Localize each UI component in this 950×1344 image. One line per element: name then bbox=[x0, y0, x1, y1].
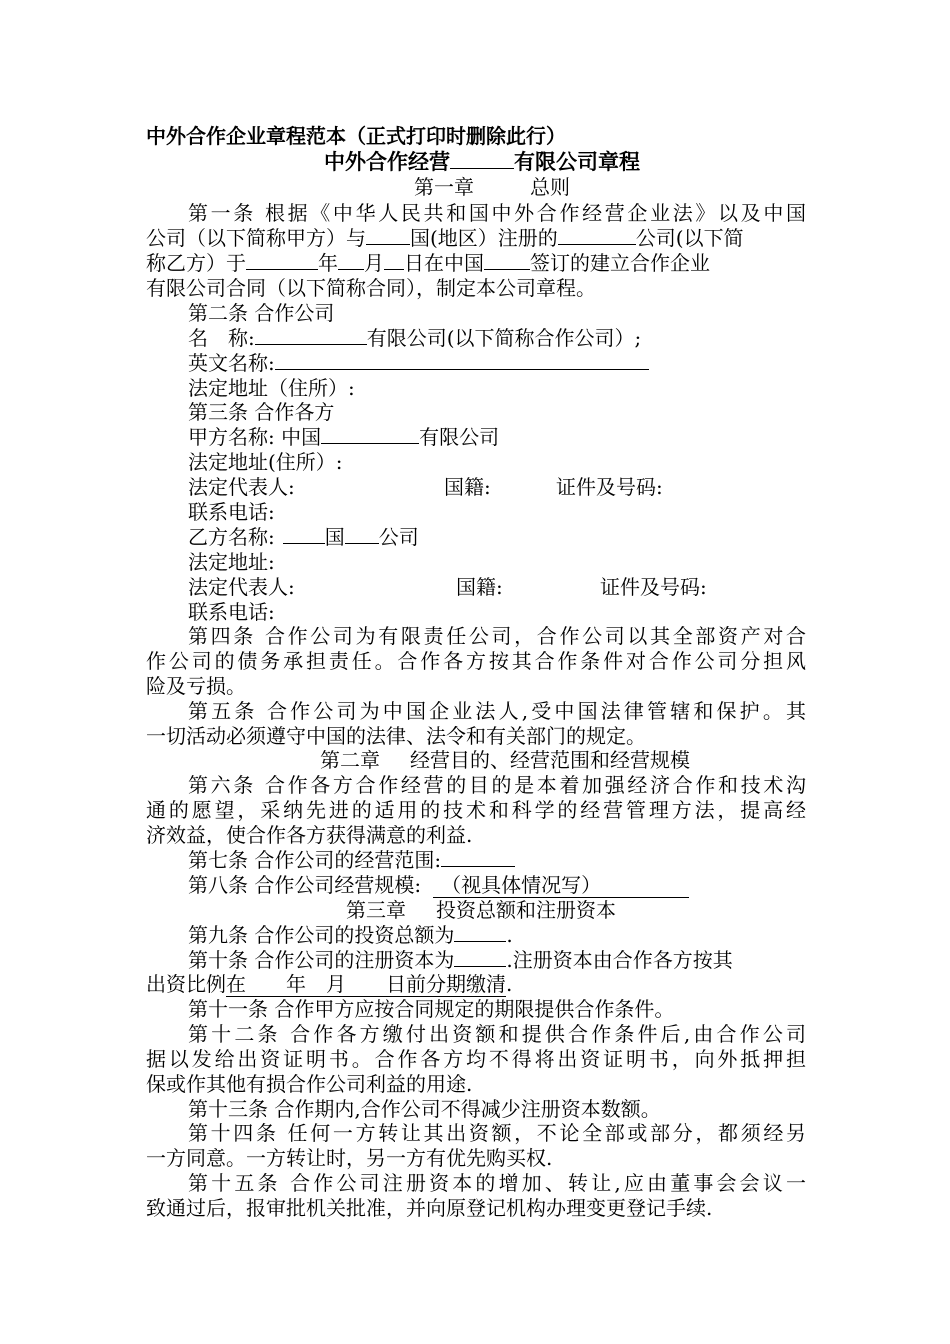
article-4-line-2: 作公司的债务承担责任。合作各方按其合作条件对合作公司分担风 bbox=[146, 649, 806, 673]
party-b-id-number: 证件及号码: bbox=[600, 575, 707, 599]
article-2: 第二条 合作公司 bbox=[188, 301, 335, 325]
company-name-line: 名 称: 有限公司(以下简称合作公司）; bbox=[188, 326, 642, 350]
article-11: 第十一条 合作甲方应按合同规定的期限提供合作条件。 bbox=[188, 997, 675, 1021]
header-note: 中外合作企业章程范本（正式打印时删除此行） bbox=[146, 124, 566, 148]
party-b-legal-rep: 法定代表人: bbox=[188, 575, 295, 599]
article-10-line-2: 出资比例在 年 月 日前分期缴清. bbox=[146, 972, 513, 996]
party-b-address: 法定地址: bbox=[188, 550, 275, 574]
article-9: 第九条 合作公司的投资总额为 . bbox=[188, 923, 513, 947]
article-13: 第十三条 合作期内,合作公司不得减少注册资本数额。 bbox=[188, 1097, 661, 1121]
title-blank bbox=[450, 150, 514, 169]
article-6-line-3: 济效益，使合作各方获得满意的利益. bbox=[146, 823, 473, 847]
article-15-line-1: 第十五条 合作公司注册资本的增加、转让,应由董事会会议一 bbox=[188, 1171, 806, 1195]
article-12-line-1: 第十二条 合作各方缴付出资额和提供合作条件后,由合作公司 bbox=[188, 1022, 806, 1046]
article-8: 第八条 合作公司经营规模: （视具体情况写） bbox=[188, 873, 689, 898]
party-a-name-line: 甲方名称: 中国 有限公司 bbox=[188, 425, 500, 449]
article-6-line-1: 第六条 合作各方合作经营的目的是本着加强经济合作和技术沟 bbox=[188, 773, 806, 797]
article-1-line-4: 有限公司合同（以下简称合同），制定本公司章程。 bbox=[146, 276, 596, 300]
article-5-line-1: 第五条 合作公司为中国企业法人,受中国法律管辖和保护。其 bbox=[188, 699, 806, 723]
article-4-line-3: 险及亏损。 bbox=[146, 674, 246, 698]
chapter-2-heading: 第二章 经营目的、经营范围和经营规模 bbox=[320, 748, 690, 772]
party-a-legal-rep: 法定代表人: bbox=[188, 475, 295, 499]
article-10-line-1: 第十条 合作公司的注册资本为 .注册资本由合作各方按其 bbox=[188, 948, 733, 972]
document-title: 中外合作经营 有限公司章程 bbox=[324, 150, 640, 174]
article-14-line-2: 一方同意。一方转让时，另一方有优先购买权. bbox=[146, 1146, 553, 1170]
article-12-line-2: 据以发给出资证明书。合作各方均不得将出资证明书，向外抵押担 bbox=[146, 1047, 806, 1071]
party-a-phone: 联系电话: bbox=[188, 500, 275, 524]
party-b-name-line: 乙方名称: 国 公司 bbox=[188, 525, 419, 549]
party-b-phone: 联系电话: bbox=[188, 600, 275, 624]
article-3: 第三条 合作各方 bbox=[188, 400, 335, 424]
article-12-line-3: 保或作其他有损合作公司利益的用途. bbox=[146, 1072, 473, 1096]
article-15-line-2: 致通过后，报审批机关批准，并向原登记机构办理变更登记手续. bbox=[146, 1196, 713, 1220]
article-14-line-1: 第十四条 任何一方转让其出资额，不论全部或部分，都须经另 bbox=[188, 1121, 806, 1145]
party-b-nationality: 国籍: bbox=[456, 575, 503, 599]
party-a-nationality: 国籍: bbox=[444, 475, 491, 499]
article-1-line-1: 第一条 根据《中华人民共和国中外合作经营企业法》以及中国 bbox=[188, 201, 806, 225]
english-name-line: 英文名称: bbox=[188, 351, 649, 375]
article-4-line-1: 第四条 合作公司为有限责任公司，合作公司以其全部资产对合 bbox=[188, 624, 806, 648]
article-5-line-2: 一切活动必须遵守中国的法律、法令和有关部门的规定。 bbox=[146, 724, 646, 748]
article-6-line-2: 通的愿望，采纳先进的适用的技术和科学的经营管理方法，提高经 bbox=[146, 798, 806, 822]
article-1-line-3: 称乙方）于 年 月 日在中国 签订的建立合作企业 bbox=[146, 251, 710, 275]
chapter-3-heading: 第三章 投资总额和注册资本 bbox=[346, 898, 616, 922]
chapter-1-heading: 第一章 总则 bbox=[414, 175, 570, 199]
company-address: 法定地址（住所）: bbox=[188, 376, 355, 400]
party-a-id-number: 证件及号码: bbox=[556, 475, 663, 499]
article-1-line-2: 公司（以下简称甲方）与 国(地区）注册的 公司(以下简 bbox=[146, 226, 744, 250]
party-a-address: 法定地址(住所）: bbox=[188, 450, 343, 474]
article-7: 第七条 合作公司的经营范围: bbox=[188, 848, 515, 872]
